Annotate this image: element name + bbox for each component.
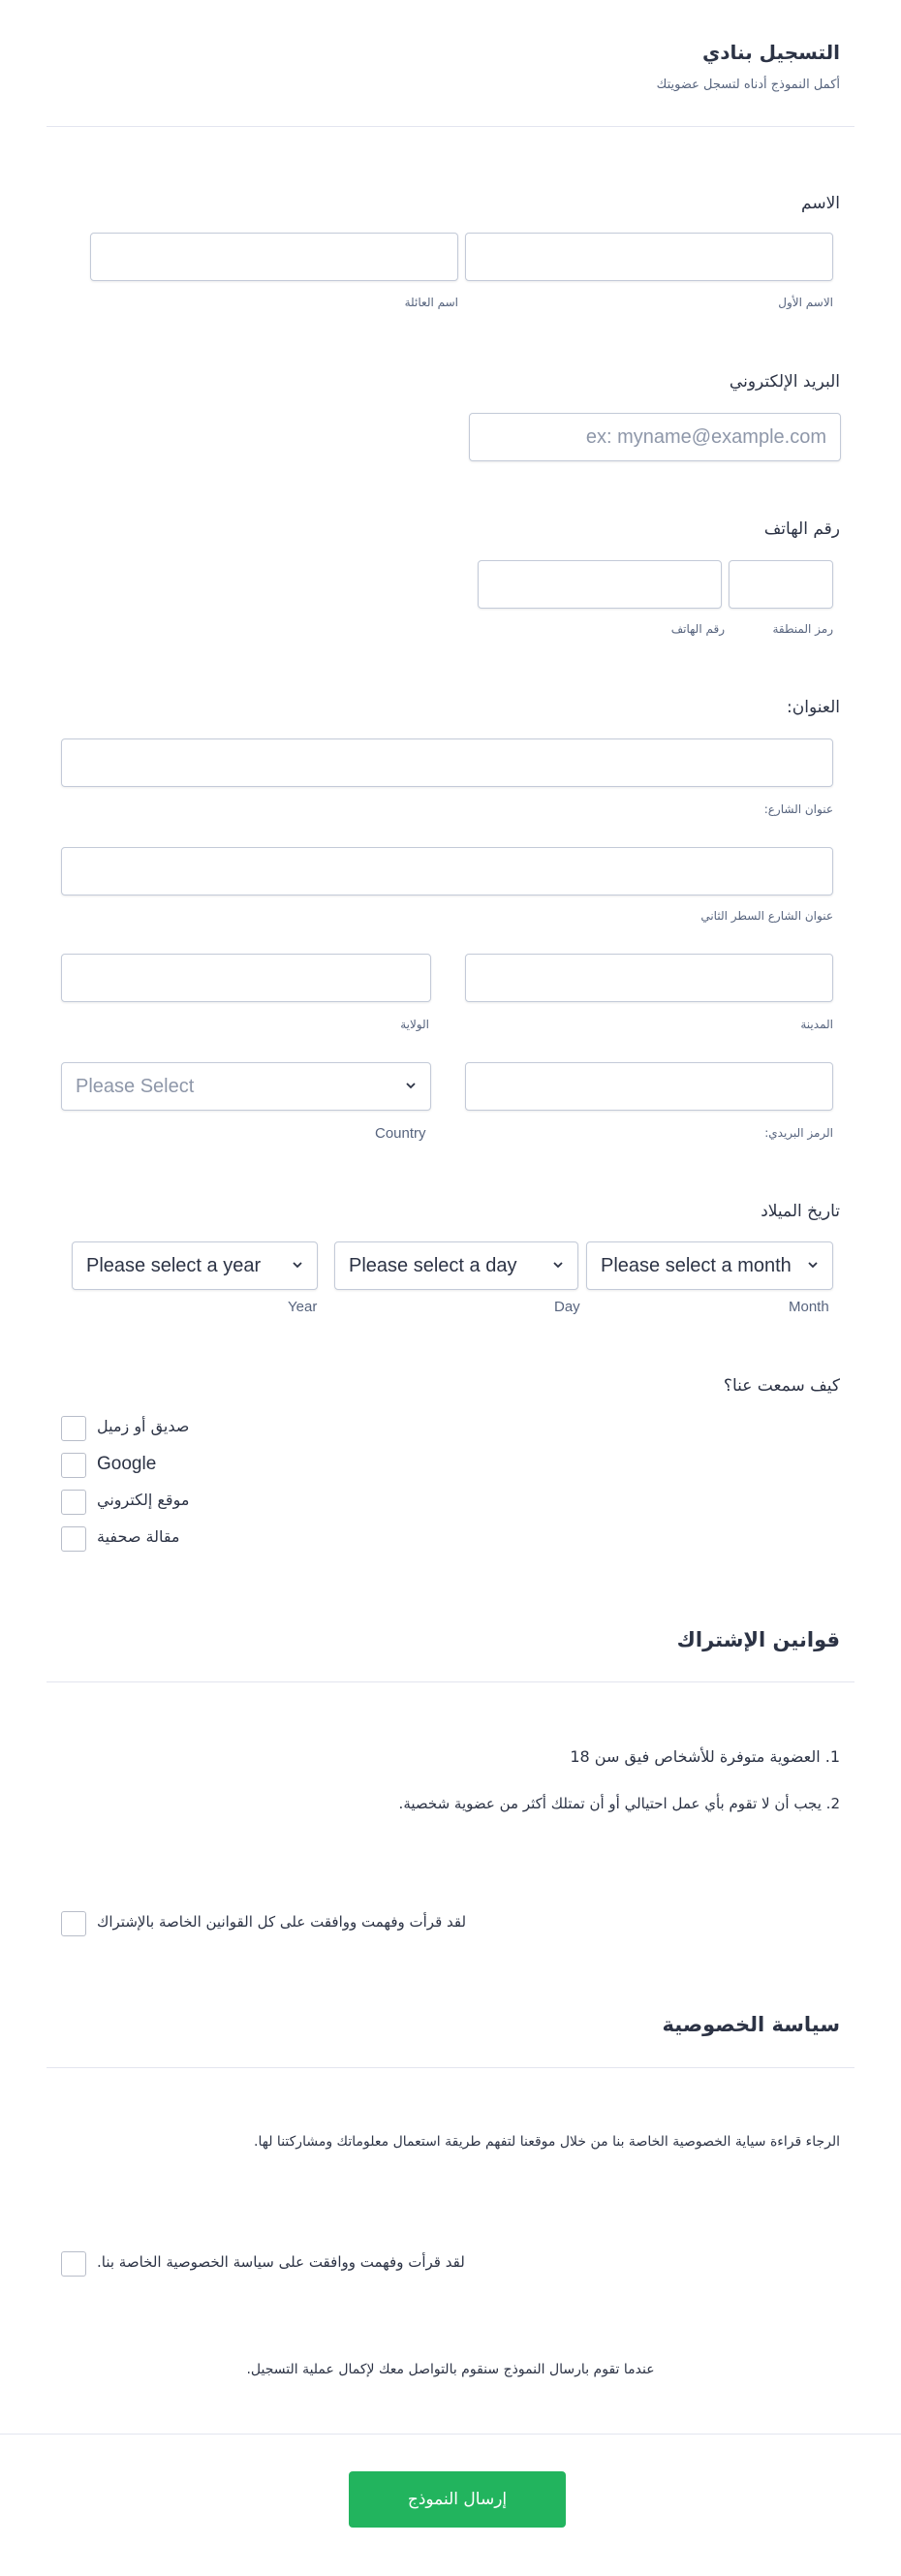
heard-option-website: موقع إلكتروني — [97, 1491, 190, 1509]
state-input[interactable] — [61, 954, 431, 1002]
state-sublabel: الولاية — [400, 1018, 429, 1031]
page-subtitle: أكمل النموذج أدناه لتسجل عضويتك — [656, 78, 840, 92]
year-select-value: Please select a year — [86, 1255, 262, 1276]
last-name-input[interactable] — [90, 233, 458, 281]
name-label: الاسم — [801, 194, 840, 213]
rules-divider — [47, 1681, 854, 1682]
city-input[interactable] — [465, 954, 833, 1002]
first-name-input[interactable] — [465, 233, 833, 281]
privacy-divider — [47, 2067, 854, 2068]
rules-agree-checkbox[interactable] — [61, 1911, 86, 1936]
country-select-value: Please Select — [76, 1076, 195, 1097]
address-label: العنوان: — [787, 698, 840, 717]
day-select-value: Please select a day — [349, 1255, 517, 1276]
email-input[interactable]: ex: myname@example.com — [469, 413, 841, 461]
heard-option-friend: صديق أو زميل — [97, 1417, 190, 1435]
country-select[interactable] — [61, 1062, 431, 1111]
month-sublabel: Month — [789, 1299, 829, 1315]
phone-number-sublabel: رقم الهاتف — [670, 622, 725, 636]
heard-checkbox-google[interactable] — [61, 1453, 86, 1478]
footer-divider — [0, 2434, 901, 2435]
area-code-sublabel: رمز المنطقة — [772, 622, 833, 636]
heard-checkbox-website[interactable] — [61, 1490, 86, 1515]
last-name-sublabel: اسم العائلة — [404, 296, 458, 309]
birthdate-label: تاريخ الميلاد — [761, 1202, 840, 1221]
day-sublabel: Day — [554, 1299, 580, 1315]
page-title: التسجيل بنادي — [701, 41, 840, 64]
phone-label: رقم الهاتف — [763, 519, 840, 539]
phone-number-input[interactable] — [478, 560, 722, 609]
form-header — [259, 41, 840, 92]
street2-input[interactable] — [61, 847, 833, 895]
header-divider — [47, 126, 854, 127]
privacy-agree-label: لقد قرأت وفهمت ووافقت على سياسة الخصوصية الخاصة بنا. — [97, 2253, 465, 2271]
chevron-down-icon — [405, 1080, 417, 1091]
street-input[interactable] — [61, 738, 833, 787]
chevron-down-icon — [552, 1259, 564, 1271]
heard-option-article: مقالة صحفية — [97, 1527, 180, 1546]
heard-checkbox-article[interactable] — [61, 1526, 86, 1552]
street-sublabel: عنوان الشارع: — [763, 802, 833, 816]
chevron-down-icon — [807, 1259, 819, 1271]
first-name-sublabel: الاسم الأول — [778, 296, 833, 309]
rules-title: قوانين الإشتراك — [676, 1628, 840, 1651]
heard-option-google: Google — [97, 1454, 157, 1474]
city-sublabel: المدينة — [800, 1018, 833, 1031]
rules-agree-label: لقد قرأت وفهمت ووافقت على كل القوانين الخاصة بالإشتراك — [97, 1913, 467, 1931]
month-select[interactable] — [586, 1241, 833, 1290]
year-select[interactable] — [72, 1241, 318, 1290]
zip-sublabel: الرمز البريدي: — [764, 1126, 833, 1140]
day-select[interactable] — [334, 1241, 578, 1290]
email-label: البريد الإلكتروني — [729, 372, 840, 392]
rule-item-1: 1. العضوية متوفرة للأشخاص فيق سن 18 — [570, 1747, 840, 1766]
heard-checkbox-friend[interactable] — [61, 1416, 86, 1441]
heard-label: كيف سمعت عنا؟ — [723, 1376, 840, 1396]
privacy-text: الرجاء قراءة سياية الخصوصية الخاصة بنا من خلال موقعنا لتفهم طريقة استعمال معلوماتك ومشاركتنا لها. — [254, 2134, 840, 2150]
footer-note: عندما تقوم بارسال النموذج سنقوم بالتواصل معك لإكمال عملية التسجيل. — [246, 2362, 655, 2377]
rule-item-2: 2. يجب أن لا تقوم بأي عمل احتيالي أو أن تمتلك أكثر من عضوية شخصية. — [398, 1795, 840, 1812]
month-select-value: Please select a month — [601, 1255, 792, 1276]
chevron-down-icon — [292, 1259, 303, 1271]
privacy-agree-checkbox[interactable] — [61, 2251, 86, 2277]
year-sublabel: Year — [288, 1299, 318, 1315]
submit-button[interactable]: إرسال النموذج — [349, 2471, 566, 2528]
area-code-input[interactable] — [729, 560, 833, 609]
privacy-title: سياسة الخصوصية — [662, 2013, 840, 2036]
street2-sublabel: عنوان الشارع السطر الثاني — [700, 909, 833, 923]
zip-input[interactable] — [465, 1062, 833, 1111]
country-sublabel: Country — [375, 1125, 426, 1142]
